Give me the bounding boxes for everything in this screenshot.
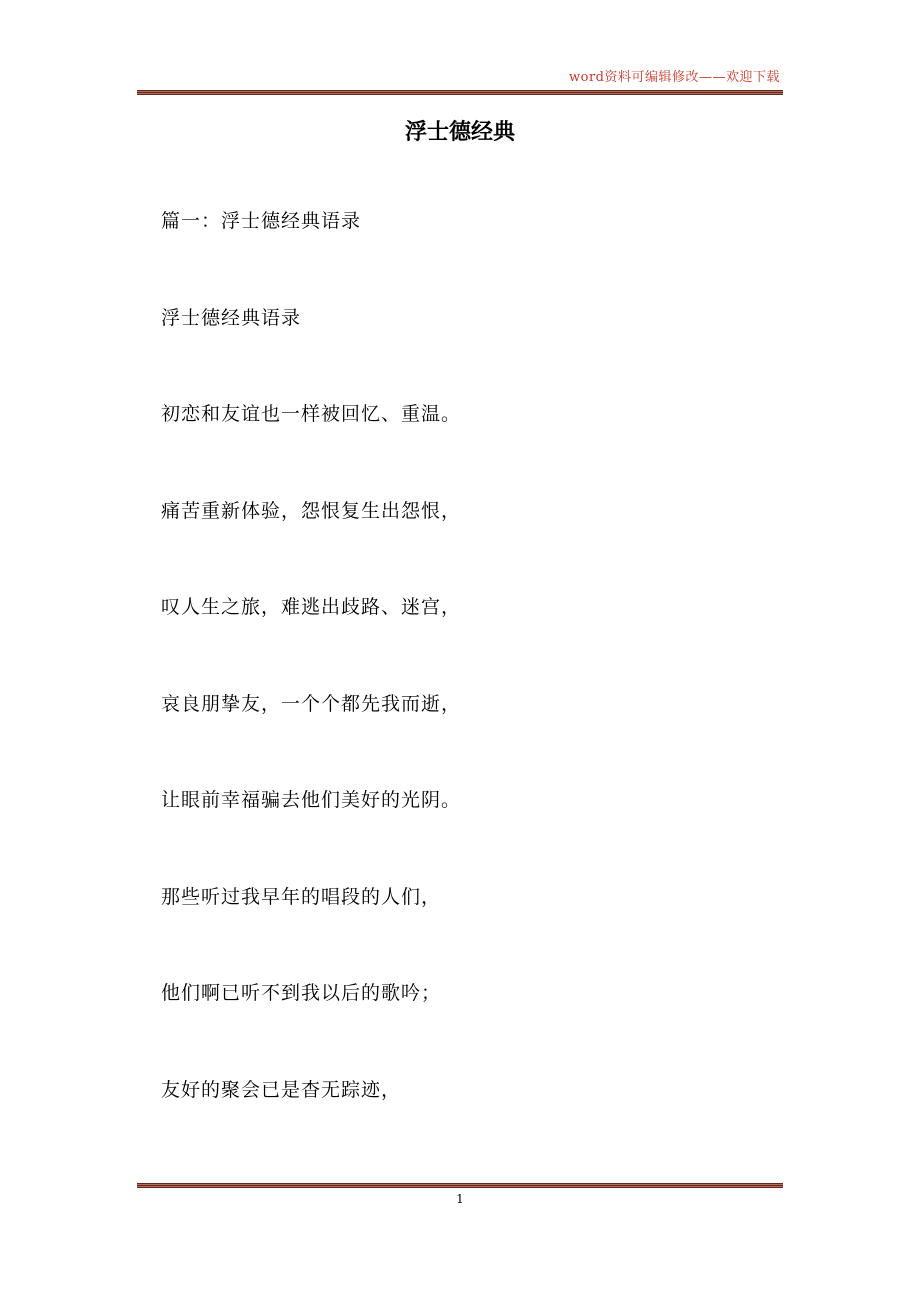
document-title: 浮士德经典 (404, 120, 515, 145)
body-line: 让眼前幸福骗去他们美好的光阴。 (161, 789, 462, 811)
body-line: 哀良朋挚友，一个个都先我而逝， (161, 693, 462, 715)
body-line: 初恋和友谊也一样被回忆、重温。 (161, 403, 462, 425)
body-line: 痛苦重新体验，怨恨复生出怨恨， (161, 500, 462, 522)
footer-rule (137, 1183, 783, 1188)
body-line: 叹人生之旅，难逃出歧路、迷宫， (161, 596, 462, 618)
body-line: 友好的聚会已是杳无踪迹， (161, 1079, 402, 1101)
section-heading: 篇一：浮士德经典语录 (161, 210, 362, 232)
body-line: 他们啊已听不到我以后的歌吟； (161, 982, 442, 1004)
body-line: 那些听过我早年的唱段的人们， (161, 886, 442, 908)
header-caption: word资料可编辑修改——欢迎下载 (569, 70, 780, 85)
header-rule (137, 90, 783, 95)
page-number: 1 (456, 1192, 464, 1206)
body-line: 浮士德经典语录 (161, 307, 302, 329)
